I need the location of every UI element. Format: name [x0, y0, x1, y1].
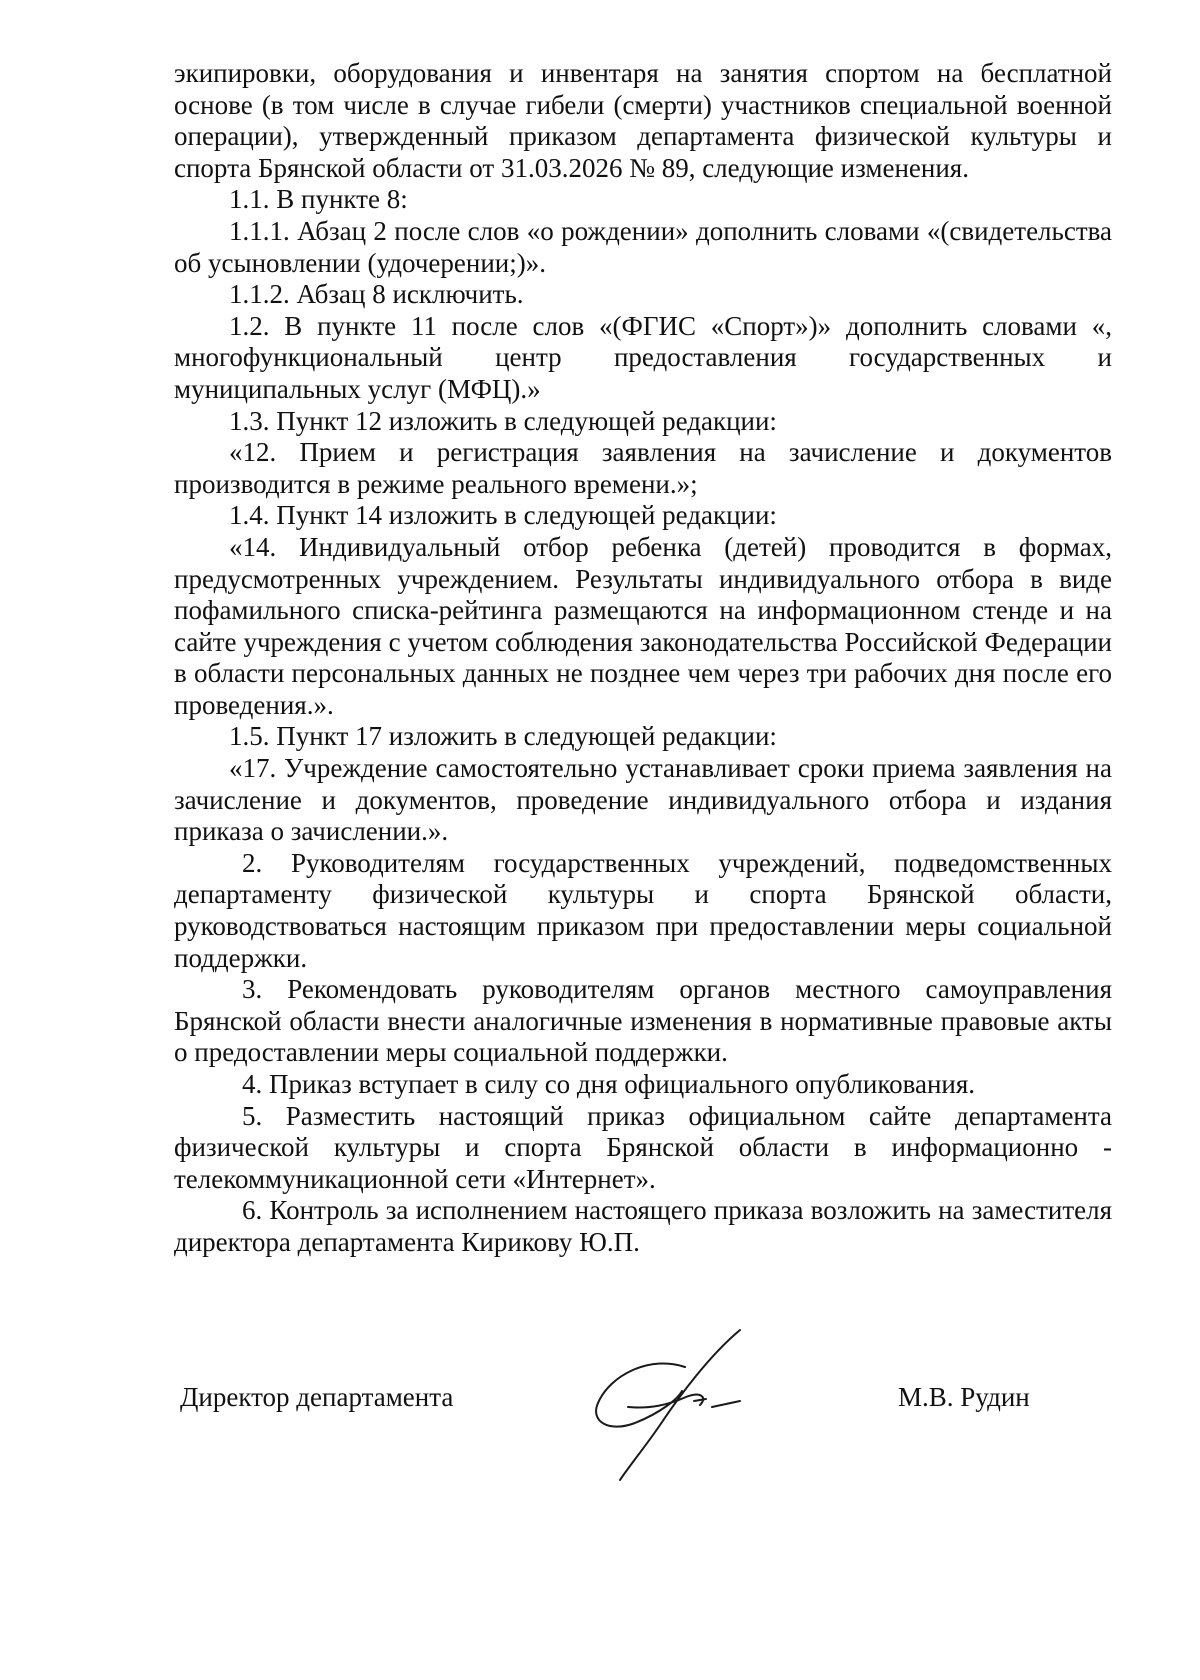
paragraph-5: 5. Разместить настоящий приказ официальном сайте департамента физической культуры и спорта Брянской области в информационно - телекоммуникационной сети «Интернет».	[174, 1100, 1112, 1194]
signatory-title: Директор департамента	[180, 1382, 454, 1412]
paragraph-1-2: 1.2. В пункте 11 после слов «(ФГИС «Спорт»)» дополнить словами «, многофункциональный центр предоставления государственных и муниципальных услуг (МФЦ).»	[174, 310, 1112, 404]
signatory-name: М.В. Рудин	[898, 1382, 1030, 1412]
paragraph-6: 6. Контроль за исполнением настоящего приказа возложить на заместителя директора департамента Кирикову Ю.П.	[174, 1195, 1112, 1257]
paragraph-1-1: 1.1. В пункте 8:	[229, 184, 408, 215]
paragraph-1-1-2: 1.1.2. Абзац 8 исключить.	[229, 279, 524, 310]
paragraph-3: 3. Рекомендовать руководителям органов местного самоуправления Брянской области внести аналогичные изменения в нормативные правовые акты о предоставлении меры социальной поддержки.	[174, 974, 1112, 1068]
handwritten-signature	[590, 1325, 810, 1485]
paragraph-2: 2. Руководителям государственных учреждений, подведомственных департаменту физической культуры и спорта Брянской области, руководствоваться настоящим приказом при предоставлении меры социальной поддержки.	[174, 847, 1112, 973]
paragraph-1-3: 1.3. Пункт 12 изложить в следующей редакции:	[229, 405, 777, 436]
paragraph-1-5-text: «17. Учреждение самостоятельно устанавливает сроки приема заявления на зачисление и документов, проведение индивидуального отбора и издания приказа о зачислении.».	[174, 753, 1112, 847]
paragraph-intro-continuation: экипировки, оборудования и инвентаря на занятия спортом на бесплатной основе (в том числе в случае гибели (смерти) участников специальной военной операции), утвержденный приказом департамента физической культуры и спорта Брянской области от 31.03.2026 № 89, следующие изменения.	[174, 58, 1112, 183]
paragraph-4: 4. Приказ вступает в силу со дня официального опубликования.	[242, 1069, 976, 1099]
paragraph-1-4: 1.4. Пункт 14 изложить в следующей редакции:	[229, 500, 777, 531]
paragraph-1-3-text: «12. Прием и регистрация заявления на зачисление и документов производится в режиме реального времени.»;	[174, 437, 1112, 499]
paragraph-1-4-text: «14. Индивидуальный отбор ребенка (детей) проводится в формах, предусмотренных учреждением. Результаты индивидуального отбора в виде пофамильного списка-рейтинга размещаются на информационном стенде и на сайте учреждения с учетом соблюдения законодательства Российской Федерации в области персональных данных не позднее чем через три рабочих дня после его проведения.».	[174, 531, 1112, 720]
document-body	[174, 58, 1112, 1259]
paragraph-1-1-1: 1.1.1. Абзац 2 после слов «о рождении» дополнить словами «(свидетельства об усыновлении (удочерении;)».	[174, 215, 1112, 278]
paragraph-1-5: 1.5. Пункт 17 изложить в следующей редакции:	[229, 721, 777, 752]
